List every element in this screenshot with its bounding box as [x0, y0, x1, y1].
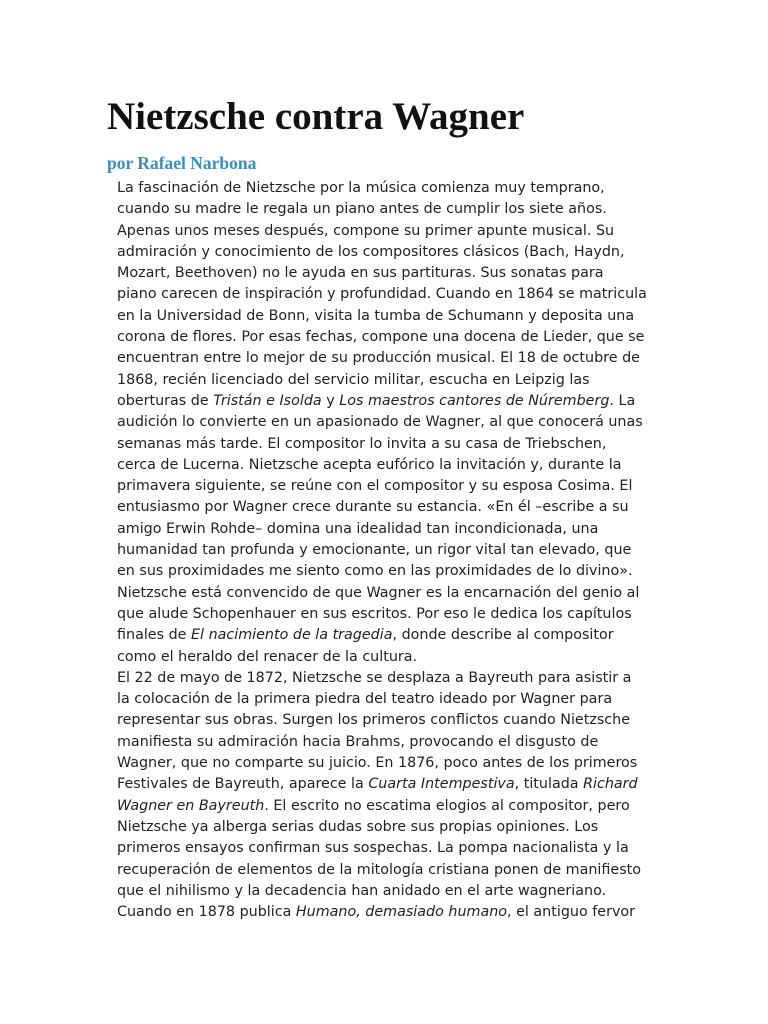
text-segment: Cuando en 1878 publica [117, 904, 296, 921]
italic-title-text: Los maestros cantores de Núremberg [339, 392, 610, 409]
body-text-line [117, 860, 737, 881]
text-segment: como el heraldo del renacer de la cultura. [117, 648, 418, 665]
body-text-line [117, 647, 737, 668]
text-segment: amigo Erwin Rohde– domina una idealidad tan incondicionada, una [117, 520, 599, 537]
text-segment: audición lo convierte en un apasionado de Wagner, al que conocerá unas [117, 414, 643, 431]
body-text-line [117, 881, 737, 902]
body-text-line [117, 242, 737, 263]
text-segment: . El escrito no escatima elogios al compositor, pero [264, 797, 630, 814]
text-segment: primeros ensayos confirman sus sospechas. La pompa nacionalista y la [117, 840, 629, 857]
body-text-line [117, 434, 737, 455]
body-text-line [117, 306, 737, 327]
body-text-line [117, 348, 737, 369]
italic-title-text: Richard [583, 776, 638, 793]
text-segment: piano carecen de inspiración y profundidad. Cuando en 1864 se matricula [117, 286, 647, 303]
text-segment: que alude Schopenhauer en sus escritos. Por eso le dedica los capítulos [117, 605, 632, 622]
text-segment: , el antiguo fervor [507, 904, 636, 921]
body-text-line [117, 391, 737, 412]
body-text-line [117, 689, 737, 710]
body-text-line [117, 838, 737, 859]
text-segment: representar sus obras. Surgen los primeros conflictos cuando Nietzsche [117, 712, 630, 729]
text-segment: semanas más tarde. El compositor lo invita a su casa de Triebschen, [117, 435, 607, 452]
body-text-line [117, 604, 737, 625]
body-text-line [117, 199, 737, 220]
body-text-line [117, 476, 737, 497]
text-segment: y [321, 392, 340, 409]
body-text-line [117, 221, 737, 242]
text-segment: cerca de Lucerna. Nietzsche acepta eufórico la invitación y, durante la [117, 456, 622, 473]
body-text-line [117, 327, 737, 348]
text-segment: en sus proximidades me siento como en las proximidades de lo divino». [117, 563, 633, 580]
body-text-line [117, 263, 737, 284]
body-text-line [117, 817, 737, 838]
article-title: Nietzsche contra Wagner [107, 95, 525, 138]
text-segment: , titulada [514, 776, 584, 793]
body-text-line [117, 774, 737, 795]
body-text-line [117, 710, 737, 731]
body-text-line [117, 412, 737, 433]
text-segment: Nietzsche ya alberga serias dudas sobre sus propias opiniones. Los [117, 818, 599, 835]
text-segment: humanidad tan profunda y emocionante, un rigor vital tan elevado, que [117, 542, 632, 559]
italic-title-text: Wagner en Bayreuth [117, 797, 265, 814]
text-segment: recuperación de elementos de la mitología cristiana ponen de manifiesto [117, 861, 641, 878]
text-segment: en la Universidad de Bonn, visita la tumba de Schumann y deposita una [117, 307, 635, 324]
body-text-line [117, 796, 737, 817]
italic-title-text: Humano, demasiado humano [295, 904, 508, 921]
text-segment: Nietzsche está convencido de que Wagner es la encarnación del genio al [117, 584, 640, 601]
italic-title-text: Cuarta Intempestiva [368, 776, 515, 793]
text-segment: encuentran entre lo mejor de su producción musical. El 18 de octubre de [117, 350, 640, 367]
text-segment: finales de [117, 627, 192, 644]
body-text-line [117, 625, 737, 646]
text-segment: entusiasmo por Wagner crece durante su estancia. «En él –escribe a su [117, 499, 629, 516]
text-segment: , donde describe al compositor [392, 627, 614, 644]
body-text-line [117, 561, 737, 582]
text-segment: 1868, recién licenciado del servicio militar, escucha en Leipzig las [117, 371, 590, 388]
article-byline: por Rafael Narbona [107, 153, 257, 173]
text-segment: Festivales de Bayreuth, aparece la [117, 776, 369, 793]
body-text-line [117, 178, 737, 199]
text-segment: que el nihilismo y la decadencia han anidado en el arte wagneriano. [117, 882, 607, 899]
text-segment: corona de flores. Por esas fechas, compone una docena de Lieder, que se [117, 329, 645, 346]
body-text-line [117, 668, 737, 689]
text-segment: cuando su madre le regala un piano antes de cumplir los siete años. [117, 201, 607, 218]
text-segment: La fascinación de Nietzsche por la música comienza muy temprano, [117, 180, 605, 196]
body-text-line [117, 540, 737, 561]
text-segment: . La [609, 392, 636, 409]
text-segment: oberturas de [117, 392, 214, 409]
text-segment: manifiesta su admiración hacia Brahms, provocando el disgusto de [117, 733, 599, 750]
body-text-line [117, 284, 737, 305]
body-text-line [117, 455, 737, 476]
body-text-line [117, 732, 737, 753]
body-text-line [117, 583, 737, 604]
italic-title-text: El nacimiento de la tragedia [191, 627, 393, 644]
body-text-line [117, 753, 737, 774]
text-segment: admiración y conocimiento de los compositores clásicos (Bach, Haydn, [117, 243, 625, 260]
text-segment: Mozart, Beethoven) no le ayuda en sus partituras. Sus sonatas para [117, 265, 604, 282]
text-segment: primavera siguiente, se reúne con el compositor y su esposa Cosima. El [117, 478, 633, 495]
text-segment: El 22 de mayo de 1872, Nietzsche se desplaza a Bayreuth para asistir a [117, 669, 632, 686]
text-segment: Apenas unos meses después, compone su primer apunte musical. Su [117, 222, 615, 239]
text-segment: Wagner, que no comparte su juicio. En 1876, poco antes de los primeros [117, 755, 638, 772]
article-body [117, 178, 737, 923]
body-text-line [117, 519, 737, 540]
text-segment: la colocación de la primera piedra del teatro ideado por Wagner para [117, 691, 613, 708]
body-text-line [117, 370, 737, 391]
italic-title-text: Tristán e Isolda [213, 392, 322, 409]
body-text-line [117, 497, 737, 518]
body-text-line [117, 902, 737, 923]
